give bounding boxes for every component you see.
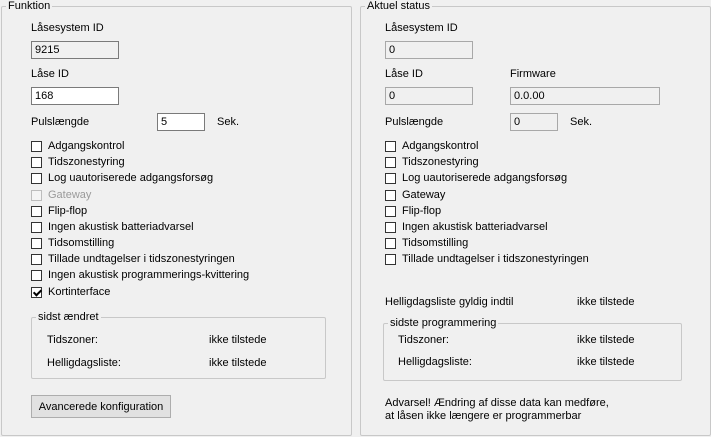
lock-id-input[interactable]: 168	[31, 87, 119, 105]
checkbox-flip-flop[interactable]	[31, 204, 87, 218]
status-locksystem-id-field: 0	[385, 41, 473, 59]
checkbox-box	[31, 190, 42, 201]
status-pulse-length-label: Pulslængde	[385, 116, 444, 128]
status-checkbox-adgangskontrol[interactable]	[385, 139, 478, 153]
status-checkbox-tidsomstilling[interactable]	[385, 236, 468, 250]
checkbox-log-unauthorized[interactable]	[31, 171, 213, 185]
status-checkbox-log-unauthorized[interactable]	[385, 171, 567, 185]
checkbox-label: Ingen akustisk batteriadvarsel	[402, 221, 548, 233]
checkbox-adgangskontrol[interactable]	[31, 139, 124, 153]
warning-text-line1: Advarsel! Ændring af disse data kan medføre,	[385, 397, 609, 409]
status-checkbox-tidszonestyring[interactable]	[385, 155, 479, 169]
status-checkbox-no-battery-warning[interactable]	[385, 220, 548, 234]
last-changed-timezones-value: ikke tilstede	[209, 334, 267, 346]
checkbox-label: Flip-flop	[48, 205, 88, 217]
checkbox-label: Flip-flop	[402, 205, 442, 217]
locksystem-id-input[interactable]: 9215	[31, 41, 119, 59]
last-changed-legend: sidst ændret	[38, 311, 99, 323]
checkbox-box[interactable]	[385, 206, 396, 217]
checkbox-gateway	[31, 188, 91, 202]
last-changed-timezones-label: Tidszoner:	[47, 334, 98, 346]
checkbox-box[interactable]	[31, 270, 42, 281]
last-programming-group	[383, 317, 682, 381]
pulse-length-label: Pulslængde	[31, 116, 90, 128]
checkbox-label: Tillade undtagelser i tidszonestyringen	[402, 253, 589, 265]
status-checkbox-allow-exceptions[interactable]	[385, 252, 589, 266]
funktion-legend: Funktion	[8, 0, 51, 12]
checkbox-box[interactable]	[31, 238, 42, 249]
checkbox-no-programming-ack[interactable]	[31, 268, 249, 282]
checkbox-box[interactable]	[385, 190, 396, 201]
holiday-valid-value: ikke tilstede	[577, 296, 635, 308]
status-checkbox-flip-flop[interactable]	[385, 204, 441, 218]
checkbox-box[interactable]	[385, 254, 396, 265]
checkbox-label: Adgangskontrol	[402, 140, 479, 152]
last-programming-timezones-value: ikke tilstede	[577, 334, 635, 346]
last-changed-holidays-value: ikke tilstede	[209, 357, 267, 369]
advanced-configuration-button[interactable]: Avancerede konfiguration	[31, 395, 171, 418]
checkbox-label: Tillade undtagelser i tidszonestyringen	[48, 253, 235, 265]
checkbox-label: Tidszonestyring	[402, 156, 479, 168]
checkbox-box[interactable]	[31, 206, 42, 217]
last-programming-holidays-label: Helligdagsliste:	[398, 356, 472, 368]
checkbox-box-checked[interactable]	[31, 287, 42, 298]
last-programming-legend: sidste programmering	[390, 317, 497, 329]
checkbox-label: Ingen akustisk batteriadvarsel	[48, 221, 194, 233]
status-locksystem-id-label: Låsesystem ID	[385, 22, 458, 34]
lock-id-label: Låse ID	[31, 68, 69, 80]
holiday-valid-label: Helligdagsliste gyldig indtil	[385, 296, 514, 308]
last-programming-timezones-label: Tidszoner:	[398, 334, 449, 346]
checkbox-box[interactable]	[385, 238, 396, 249]
checkbox-box[interactable]	[31, 173, 42, 184]
checkbox-label: Adgangskontrol	[48, 140, 125, 152]
checkbox-box[interactable]	[31, 141, 42, 152]
checkbox-allow-exceptions[interactable]	[31, 252, 235, 266]
checkbox-label: Gateway	[48, 189, 92, 201]
checkbox-label: Gateway	[402, 189, 446, 201]
last-programming-holidays-value: ikke tilstede	[577, 356, 635, 368]
checkbox-tidszonestyring[interactable]	[31, 155, 125, 169]
checkbox-box[interactable]	[31, 157, 42, 168]
checkbox-box[interactable]	[385, 222, 396, 233]
checkbox-box[interactable]	[31, 254, 42, 265]
locksystem-id-label: Låsesystem ID	[31, 22, 104, 34]
checkbox-kortinterface[interactable]	[31, 285, 110, 299]
warning-text-line2: at låsen ikke længere er programmerbar	[385, 410, 582, 422]
status-lock-id-label: Låse ID	[385, 68, 423, 80]
status-lock-id-field: 0	[385, 87, 473, 105]
checkbox-label: Tidsomstilling	[48, 237, 115, 249]
checkbox-tidsomstilling[interactable]	[31, 236, 114, 250]
pulse-length-input[interactable]: 5	[157, 113, 205, 131]
checkbox-label: Ingen akustisk programmerings-kvittering	[48, 269, 250, 281]
firmware-label: Firmware	[510, 68, 556, 80]
firmware-field: 0.0.00	[510, 87, 660, 105]
checkbox-label: Kortinterface	[48, 286, 111, 298]
checkbox-label: Tidsomstilling	[402, 237, 469, 249]
status-pulse-length-field: 0	[510, 113, 558, 131]
checkbox-no-battery-warning[interactable]	[31, 220, 194, 234]
checkbox-label: Log uautoriserede adgangsforsøg	[402, 172, 568, 184]
status-checkbox-gateway[interactable]	[385, 188, 445, 202]
checkbox-label: Log uautoriserede adgangsforsøg	[48, 172, 214, 184]
checkbox-box[interactable]	[385, 141, 396, 152]
checkbox-label: Tidszonestyring	[48, 156, 125, 168]
checkbox-box[interactable]	[31, 222, 42, 233]
pulse-unit-label: Sek.	[217, 116, 240, 128]
status-pulse-unit-label: Sek.	[570, 116, 593, 128]
checkbox-box[interactable]	[385, 157, 396, 168]
last-changed-holidays-label: Helligdagsliste:	[47, 357, 121, 369]
checkbox-box[interactable]	[385, 173, 396, 184]
status-legend: Aktuel status	[367, 0, 430, 12]
